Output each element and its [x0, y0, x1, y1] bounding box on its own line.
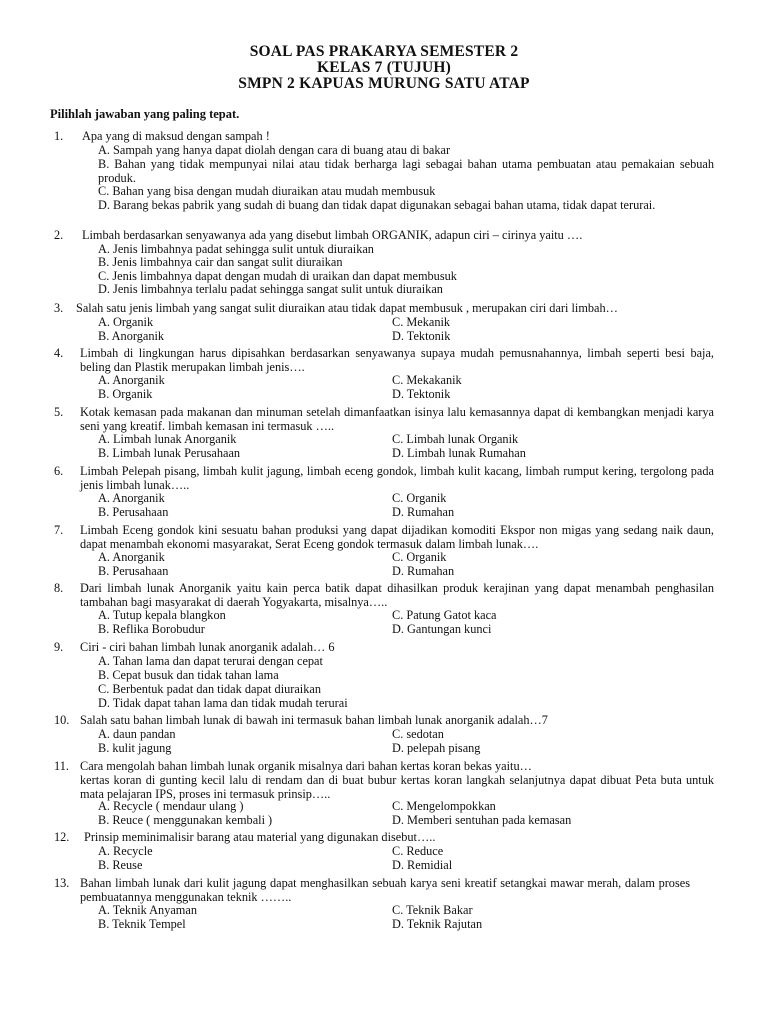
option-c: C. Limbah lunak Organik: [392, 432, 519, 446]
option-c: C. Berbentuk padat dan tidak dapat diuraikan: [98, 682, 321, 696]
option-d: D. Memberi sentuhan pada kemasan: [392, 813, 572, 827]
option-d: D. Rumahan: [392, 564, 455, 578]
option-b: B. kulit jagung: [98, 741, 172, 755]
option-d: D. Tektonik: [392, 329, 451, 343]
option-d: D. Remidial: [392, 858, 453, 872]
question-number: 8.: [54, 581, 64, 595]
question-text: Limbah Pelepah pisang, limbah kulit jagung, limbah eceng gondok, limbah kulit kacang, limbah rumput kering, tergolong pada jenis limbah lunak…..: [80, 464, 714, 492]
option-d: D. Limbah lunak Rumahan: [392, 446, 526, 460]
option-d: D. pelepah pisang: [392, 741, 481, 755]
option-c: C. Organik: [392, 491, 447, 505]
option-b: B. Teknik Tempel: [98, 917, 186, 931]
option-b: B. Reuse: [98, 858, 143, 872]
option-b: B. Anorganik: [98, 329, 165, 343]
class-label: KELAS 7 (TUJUH): [317, 59, 451, 76]
question-number: 11.: [54, 759, 69, 773]
instruction: Pilihlah jawaban yang paling tepat.: [50, 107, 240, 121]
option-a: A. Anorganik: [98, 550, 165, 564]
option-a: A. Limbah lunak Anorganik: [98, 432, 237, 446]
question-number: 4.: [54, 346, 64, 360]
question-number: 6.: [54, 464, 64, 478]
question-text: Cara mengolah bahan limbah lunak organik misalnya dari bahan kertas koran bekas yaitu…: [80, 759, 532, 773]
option-d: D. Gantungan kunci: [392, 622, 492, 636]
option-b: B. Bahan yang tidak mempunyai nilai atau tidak berharga lagi sebagai bahan utama pembuatan atau pemakaian sebuah produk.: [98, 157, 714, 185]
question-text: Dari limbah lunak Anorganik yaitu kain perca batik dapat dihasilkan produk kerajinan yang dapat menambah penghasilan tambahan bagi masyarakat di daerah Yogyakarta, misalnya…..: [80, 581, 714, 609]
option-b: B. Reuce ( menggunakan kembali ): [98, 813, 273, 827]
option-c: C. Mekanik: [392, 315, 451, 329]
option-c: C. Reduce: [392, 844, 444, 858]
option-c: C. Jenis limbahnya dapat dengan mudah di uraikan dan dapat membusuk: [98, 269, 457, 283]
question-text: Bahan limbah lunak dari kulit jagung dapat menghasilkan sebuah karya seni kreatif setangkai mawar merah, dalam proses pembuatannya menggunakan teknik ……..: [80, 876, 690, 904]
option-c: C. Teknik Bakar: [392, 903, 473, 917]
question-text: Kotak kemasan pada makanan dan minuman setelah dimanfaatkan isinya lalu kemasannya dapat di kembangkan menjadi karya seni yang kreatif. limbah kemasan ini termasuk …..: [80, 405, 714, 433]
option-a: A. Tutup kepala blangkon: [98, 608, 226, 622]
question-text: Apa yang di maksud dengan sampah !: [82, 129, 270, 143]
option-a: A. Anorganik: [98, 373, 165, 387]
question-text: Prinsip meminimalisir barang atau material yang digunakan disebut…..: [84, 830, 436, 844]
question-text: Salah satu jenis limbah yang sangat sulit diuraikan atau tidak dapat membusuk , merupakan ciri dari limbah…: [76, 301, 618, 315]
question-number: 12.: [54, 830, 70, 844]
question-text: Salah satu bahan limbah lunak di bawah ini termasuk bahan limbah lunak anorganik adalah…7: [80, 713, 548, 727]
option-d: D. Tidak dapat tahan lama dan tidak mudah terurai: [98, 696, 348, 710]
option-b: B. Jenis limbahnya cair dan sangat sulit diuraikan: [98, 255, 343, 269]
option-b: B. Perusahaan: [98, 564, 169, 578]
question-number: 7.: [54, 523, 64, 537]
question-number: 10.: [54, 713, 70, 727]
question-text-continued: kertas koran di gunting kecil lalu di rendam dan di buat bubur kertas koran langkah selanjutnya dapat dibuat Peta buta untuk mata pelajaran IPS, proses ini termasuk prinsip…..: [80, 773, 714, 801]
school-name: SMPN 2 KAPUAS MURUNG SATU ATAP: [238, 75, 530, 92]
option-a: A. Anorganik: [98, 491, 165, 505]
option-b: B. Reflika Borobudur: [98, 622, 205, 636]
question-text: Limbah di lingkungan harus dipisahkan berdasarkan senyawanya supaya mudah pemusnahannya, limbah seperti besi baja, beling dan Plastik merupakan limbah jenis….: [80, 346, 714, 374]
option-a: A. Teknik Anyaman: [98, 903, 197, 917]
option-c: C. Patung Gatot kaca: [392, 608, 497, 622]
question-number: 2.: [54, 228, 64, 242]
option-b: B. Perusahaan: [98, 505, 169, 519]
option-c: C. Mengelompokkan: [392, 799, 496, 813]
option-d: D. Teknik Rajutan: [392, 917, 483, 931]
option-a: A. Jenis limbahnya padat sehingga sulit untuk diuraikan: [98, 242, 374, 256]
option-c: C. Organik: [392, 550, 447, 564]
option-a: A. daun pandan: [98, 727, 176, 741]
option-b: B. Organik: [98, 387, 153, 401]
option-a: A. Recycle ( mendaur ulang ): [98, 799, 244, 813]
question-number: 5.: [54, 405, 64, 419]
option-c: C. Bahan yang bisa dengan mudah diuraikan atau mudah membusuk: [98, 184, 436, 198]
option-d: D. Rumahan: [392, 505, 455, 519]
question-number: 9.: [54, 640, 64, 654]
option-d: D. Barang bekas pabrik yang sudah di buang dan tidak dapat digunakan sebagai bahan utama, tidak dapat terurai.: [98, 198, 656, 212]
option-a: A. Sampah yang hanya dapat diolah dengan cara di buang atau di bakar: [98, 143, 451, 157]
question-text: Limbah Eceng gondok kini sesuatu bahan produksi yang dapat dijadikan komoditi Ekspor non migas yang sedang naik daun, dapat menambah ekonomi masyarakat, Serat Eceng gondok termasuk dalam limbah lunak….: [80, 523, 714, 551]
question-text: Ciri - ciri bahan limbah lunak anorganik adalah… 6: [80, 640, 335, 654]
option-a: A. Tahan lama dan dapat terurai dengan cepat: [98, 654, 323, 668]
option-b: B. Limbah lunak Perusahaan: [98, 446, 241, 460]
option-d: D. Jenis limbahnya terlalu padat sehingga sangat sulit untuk diuraikan: [98, 282, 443, 296]
option-c: C. Mekakanik: [392, 373, 462, 387]
option-b: B. Cepat busuk dan tidak tahan lama: [98, 668, 279, 682]
question-text: Limbah berdasarkan senyawanya ada yang disebut limbah ORGANIK, adapun ciri – cirinya yaitu ….: [82, 228, 583, 242]
question-number: 13.: [54, 876, 70, 890]
question-number: 3.: [54, 301, 64, 315]
option-d: D. Tektonik: [392, 387, 451, 401]
exam-title: SOAL PAS PRAKARYA SEMESTER 2: [249, 43, 519, 60]
option-c: C. sedotan: [392, 727, 444, 741]
option-a: A. Organik: [98, 315, 154, 329]
option-a: A. Recycle: [98, 844, 153, 858]
question-number: 1.: [54, 129, 64, 143]
